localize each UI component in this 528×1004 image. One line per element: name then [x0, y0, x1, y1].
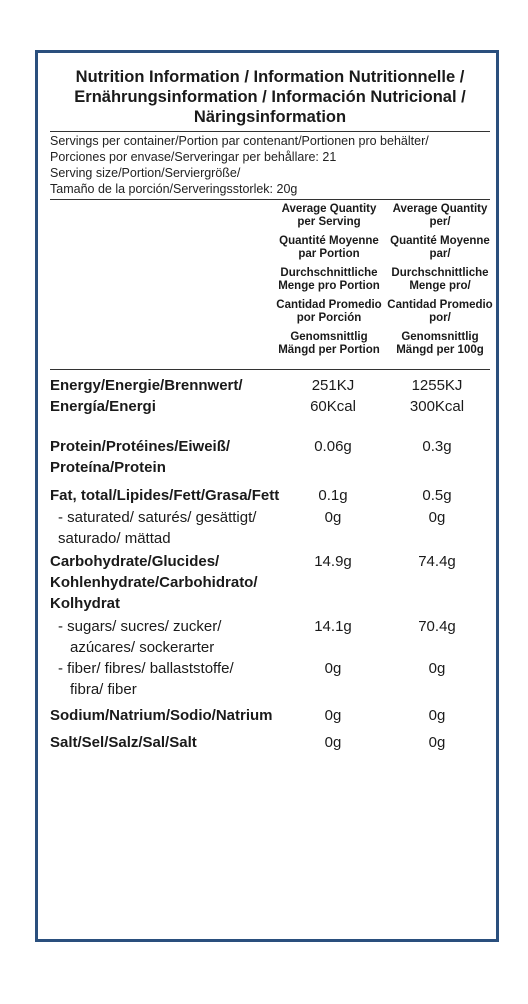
- value-per-serving: [288, 705, 378, 726]
- label-line: Kohlenhydrate/Carbohidrato/: [50, 574, 258, 591]
- serving-size: Tamaño de la porción/Serveringsstorlek: 20g: [50, 182, 298, 196]
- divider: [50, 131, 490, 132]
- value-line: 0g: [428, 707, 446, 724]
- servings-per-container: Servings per container/Portion par contenant/Portionen pro behälter/: [50, 134, 429, 148]
- header-label: Average Quantity per Serving: [281, 203, 377, 228]
- value-per-100g: [392, 705, 482, 726]
- value-line: 0g: [428, 509, 446, 526]
- divider: [50, 199, 490, 200]
- label-line: Kolhydrat: [50, 595, 121, 612]
- label-line: Carbohydrate/Glucides/: [50, 553, 220, 570]
- title-line: Nutrition Information / Information Nutritionnelle /: [75, 68, 465, 86]
- row-label: [50, 705, 310, 726]
- header-label: Genomsnittlig Mängd per Portion: [278, 331, 380, 356]
- header-label: Genomsnittlig Mängd per 100g: [396, 331, 484, 356]
- panel-title: [50, 67, 490, 127]
- value-per-serving: [288, 485, 378, 506]
- value-line: 0g: [324, 509, 342, 526]
- value-per-100g: [392, 436, 482, 457]
- value-per-100g: [392, 551, 482, 572]
- value-line: 14.1g: [314, 618, 352, 635]
- value-per-serving: [288, 375, 378, 417]
- label-line: Sodium/Natrium/Sodio/Natrium: [50, 707, 273, 724]
- row-label: [50, 507, 310, 549]
- value-line: 0g: [428, 660, 446, 677]
- label-line: Energía/Energi: [50, 398, 156, 415]
- row-label: [50, 485, 310, 506]
- value-line: 74.4g: [418, 553, 456, 570]
- value-line: 60Kcal: [310, 398, 356, 415]
- value-per-100g: [392, 658, 482, 679]
- value-per-100g: [392, 507, 482, 528]
- value-per-100g: [392, 732, 482, 753]
- title-line: Ernährungsinformation / Información Nutricional /: [74, 88, 466, 106]
- value-per-serving: [288, 436, 378, 457]
- header-label: Durchschnittliche Menge pro/: [391, 267, 489, 292]
- header-label: Average Quantity per/: [392, 203, 488, 228]
- row-label: [50, 551, 310, 614]
- value-line: 0g: [324, 707, 342, 724]
- value-per-100g: [392, 375, 482, 417]
- value-line: 0g: [324, 734, 342, 751]
- value-per-100g: [392, 485, 482, 506]
- label-line: Fat, total/Lipides/Fett/Grasa/Fett: [50, 487, 280, 504]
- value-line: 0.3g: [422, 438, 452, 455]
- divider: [50, 369, 490, 370]
- value-line: 0.5g: [422, 487, 452, 504]
- label-line: - saturated/ saturés/ gesättigt/: [58, 509, 257, 526]
- label-line: fibra/ fiber: [70, 681, 137, 698]
- value-per-serving: [288, 732, 378, 753]
- value-line: 300Kcal: [409, 398, 465, 415]
- header-per-serving: [273, 203, 385, 363]
- header-label: Quantité Moyenne par/: [390, 235, 490, 260]
- value-per-serving: [288, 616, 378, 637]
- value-line: 0.1g: [318, 487, 348, 504]
- header-label: Durchschnittliche Menge pro Portion: [278, 267, 380, 292]
- value-line: 14.9g: [314, 553, 352, 570]
- header-label: Cantidad Promedio por Porción: [276, 299, 382, 324]
- value-line: 0g: [324, 660, 342, 677]
- row-label: [50, 732, 310, 753]
- value-line: 1255KJ: [411, 377, 463, 394]
- value-per-serving: [288, 551, 378, 572]
- label-line: Proteína/Protein: [50, 459, 166, 476]
- label-line: - sugars/ sucres/ zucker/: [58, 618, 222, 635]
- label-line: azúcares/ sockerarter: [70, 639, 215, 656]
- value-per-serving: [288, 507, 378, 528]
- header-per-100g: [384, 203, 496, 363]
- row-label: [50, 436, 310, 478]
- label-line: Salt/Sel/Salz/Sal/Salt: [50, 734, 197, 751]
- row-label: [50, 658, 310, 700]
- value-line: 70.4g: [418, 618, 456, 635]
- row-label: [50, 616, 310, 658]
- value-per-100g: [392, 616, 482, 637]
- value-line: 0.06g: [314, 438, 352, 455]
- header-label: Quantité Moyenne par Portion: [279, 235, 379, 260]
- row-label: [50, 375, 310, 417]
- label-line: Energy/Energie/Brennwert/: [50, 377, 243, 394]
- value-line: 251KJ: [311, 377, 355, 394]
- serving-size: Serving size/Portion/Serviergröße/: [50, 166, 241, 180]
- value-line: 0g: [428, 734, 446, 751]
- label-line: saturado/ mättad: [58, 530, 171, 547]
- value-per-serving: [288, 658, 378, 679]
- label-line: Protein/Protéines/Eiweiß/: [50, 438, 231, 455]
- servings-per-container: Porciones por envase/Serveringar per behållare: 21: [50, 150, 337, 164]
- nutrition-panel: [35, 50, 499, 942]
- label-line: - fiber/ fibres/ ballaststoffe/: [58, 660, 234, 677]
- serving-info: [50, 133, 490, 197]
- title-line: Näringsinformation: [193, 108, 347, 126]
- header-label: Cantidad Promedio por/: [387, 299, 493, 324]
